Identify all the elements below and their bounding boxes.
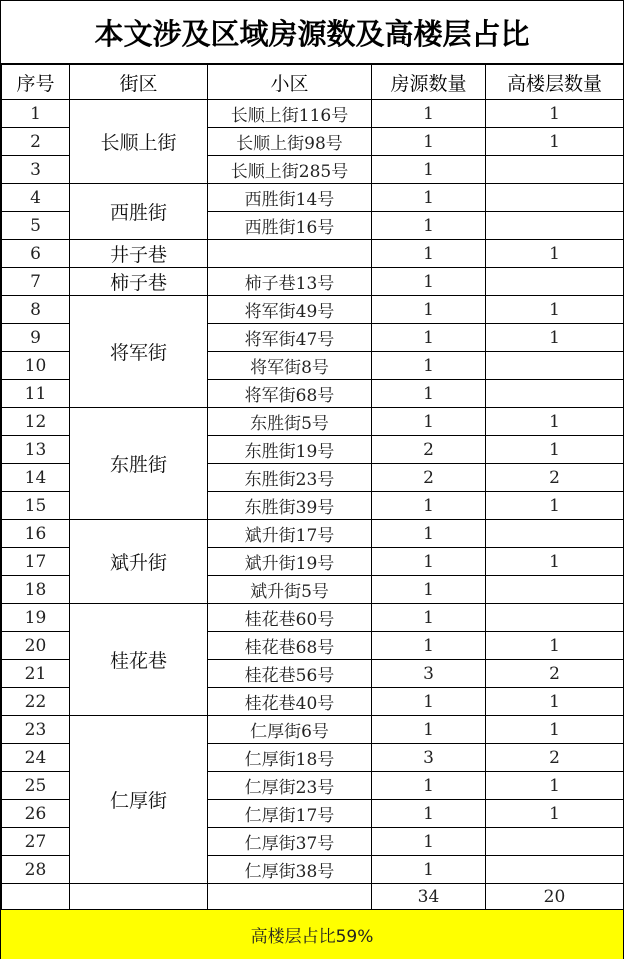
high-floor-count	[486, 828, 624, 856]
listing-count: 1	[372, 604, 486, 632]
totals-community	[208, 884, 372, 911]
row-index: 16	[2, 520, 70, 548]
high-floor-count: 1	[486, 548, 624, 576]
community-name: 仁厚街37号	[208, 828, 372, 856]
listing-count: 1	[372, 408, 486, 436]
listing-count: 1	[372, 716, 486, 744]
listing-count: 1	[372, 380, 486, 408]
row-index: 17	[2, 548, 70, 576]
high-floor-count: 1	[486, 100, 624, 128]
community-name: 西胜街14号	[208, 184, 372, 212]
street-name: 将军街	[70, 296, 208, 408]
listing-count: 1	[372, 856, 486, 884]
high-floor-count	[486, 156, 624, 184]
high-floor-count	[486, 212, 624, 240]
high-floor-count	[486, 576, 624, 604]
high-floor-ratio-banner: 高楼层占比59%	[1, 909, 623, 959]
header-listings: 房源数量	[372, 65, 486, 100]
high-floor-count: 1	[486, 688, 624, 716]
total-listings: 34	[372, 884, 486, 911]
header-high-floor: 高楼层数量	[486, 65, 624, 100]
row-index: 13	[2, 436, 70, 464]
row-index: 5	[2, 212, 70, 240]
listing-count: 1	[372, 100, 486, 128]
community-name: 斌升街17号	[208, 520, 372, 548]
listing-count: 3	[372, 660, 486, 688]
high-floor-count: 2	[486, 464, 624, 492]
row-index: 15	[2, 492, 70, 520]
row-index: 2	[2, 128, 70, 156]
community-name: 东胜街39号	[208, 492, 372, 520]
table-row	[2, 240, 624, 268]
high-floor-count: 1	[486, 772, 624, 800]
row-index: 22	[2, 688, 70, 716]
community-name: 长顺上街285号	[208, 156, 372, 184]
row-index: 28	[2, 856, 70, 884]
community-name: 桂花巷40号	[208, 688, 372, 716]
row-index: 6	[2, 240, 70, 268]
total-high-floor: 20	[486, 884, 624, 911]
listing-count: 1	[372, 828, 486, 856]
high-floor-count: 1	[486, 408, 624, 436]
community-name: 西胜街16号	[208, 212, 372, 240]
totals-index	[2, 884, 70, 911]
row-index: 21	[2, 660, 70, 688]
row-index: 14	[2, 464, 70, 492]
row-index: 19	[2, 604, 70, 632]
community-name: 斌升街5号	[208, 576, 372, 604]
community-name: 仁厚街17号	[208, 800, 372, 828]
high-floor-count	[486, 268, 624, 296]
community-name: 斌升街19号	[208, 548, 372, 576]
high-floor-count	[486, 352, 624, 380]
listing-count: 1	[372, 492, 486, 520]
totals-street	[70, 884, 208, 911]
listing-count: 1	[372, 156, 486, 184]
high-floor-count	[486, 604, 624, 632]
high-floor-count: 1	[486, 716, 624, 744]
listing-count: 3	[372, 744, 486, 772]
listing-count: 1	[372, 688, 486, 716]
table-row	[2, 268, 624, 296]
listing-count: 1	[372, 576, 486, 604]
high-floor-count	[486, 856, 624, 884]
street-name: 东胜街	[70, 408, 208, 520]
high-floor-count: 1	[486, 800, 624, 828]
listing-count: 1	[372, 324, 486, 352]
listing-count: 1	[372, 800, 486, 828]
high-floor-count: 1	[486, 436, 624, 464]
row-index: 18	[2, 576, 70, 604]
listing-count: 1	[372, 212, 486, 240]
high-floor-count: 2	[486, 660, 624, 688]
listing-count: 1	[372, 268, 486, 296]
street-name: 柿子巷	[70, 268, 208, 296]
row-index: 24	[2, 744, 70, 772]
table-row	[2, 184, 624, 212]
community-name: 东胜街5号	[208, 408, 372, 436]
row-index: 7	[2, 268, 70, 296]
community-name: 仁厚街38号	[208, 856, 372, 884]
table-title: 本文涉及区域房源数及高楼层占比	[1, 1, 623, 64]
row-index: 3	[2, 156, 70, 184]
table-row	[2, 604, 624, 632]
street-name: 井子巷	[70, 240, 208, 268]
community-name: 将军街68号	[208, 380, 372, 408]
table-row	[2, 296, 624, 324]
listing-count: 1	[372, 128, 486, 156]
listing-count: 2	[372, 464, 486, 492]
community-name: 仁厚街18号	[208, 744, 372, 772]
community-name: 仁厚街23号	[208, 772, 372, 800]
listing-table	[1, 64, 624, 911]
high-floor-count: 1	[486, 240, 624, 268]
community-name: 将军街49号	[208, 296, 372, 324]
row-index: 20	[2, 632, 70, 660]
community-name: 东胜街23号	[208, 464, 372, 492]
high-floor-count: 1	[486, 128, 624, 156]
row-index: 9	[2, 324, 70, 352]
street-name: 长顺上街	[70, 100, 208, 184]
table-row	[2, 716, 624, 744]
community-name: 桂花巷68号	[208, 632, 372, 660]
listing-count: 1	[372, 240, 486, 268]
table-row	[2, 520, 624, 548]
high-floor-count	[486, 380, 624, 408]
community-name: 长顺上街116号	[208, 100, 372, 128]
high-floor-count: 1	[486, 296, 624, 324]
listing-count: 1	[372, 772, 486, 800]
listing-count: 2	[372, 436, 486, 464]
header-index: 序号	[2, 65, 70, 100]
row-index: 27	[2, 828, 70, 856]
community-name: 桂花巷56号	[208, 660, 372, 688]
community-name	[208, 240, 372, 268]
row-index: 4	[2, 184, 70, 212]
community-name: 仁厚街6号	[208, 716, 372, 744]
community-name: 将军街8号	[208, 352, 372, 380]
community-name: 将军街47号	[208, 324, 372, 352]
row-index: 12	[2, 408, 70, 436]
high-floor-count	[486, 184, 624, 212]
street-name: 西胜街	[70, 184, 208, 240]
community-name: 柿子巷13号	[208, 268, 372, 296]
table-row	[2, 408, 624, 436]
listing-count: 1	[372, 184, 486, 212]
high-floor-count: 1	[486, 492, 624, 520]
row-index: 26	[2, 800, 70, 828]
street-name: 仁厚街	[70, 716, 208, 884]
high-floor-count	[486, 520, 624, 548]
row-index: 11	[2, 380, 70, 408]
row-index: 23	[2, 716, 70, 744]
row-index: 1	[2, 100, 70, 128]
row-index: 25	[2, 772, 70, 800]
high-floor-count: 1	[486, 324, 624, 352]
table-row	[2, 100, 624, 128]
high-floor-count: 2	[486, 744, 624, 772]
row-index: 10	[2, 352, 70, 380]
header-street: 街区	[70, 65, 208, 100]
community-name: 长顺上街98号	[208, 128, 372, 156]
listing-count: 1	[372, 632, 486, 660]
community-name: 桂花巷60号	[208, 604, 372, 632]
listing-count: 1	[372, 352, 486, 380]
street-name: 斌升街	[70, 520, 208, 604]
community-name: 东胜街19号	[208, 436, 372, 464]
street-name: 桂花巷	[70, 604, 208, 716]
high-floor-count: 1	[486, 632, 624, 660]
listing-count: 1	[372, 520, 486, 548]
listing-count: 1	[372, 296, 486, 324]
table-body	[2, 100, 624, 884]
listing-count: 1	[372, 548, 486, 576]
row-index: 8	[2, 296, 70, 324]
totals-row	[2, 884, 624, 911]
header-community: 小区	[208, 65, 372, 100]
header-row	[2, 65, 624, 100]
